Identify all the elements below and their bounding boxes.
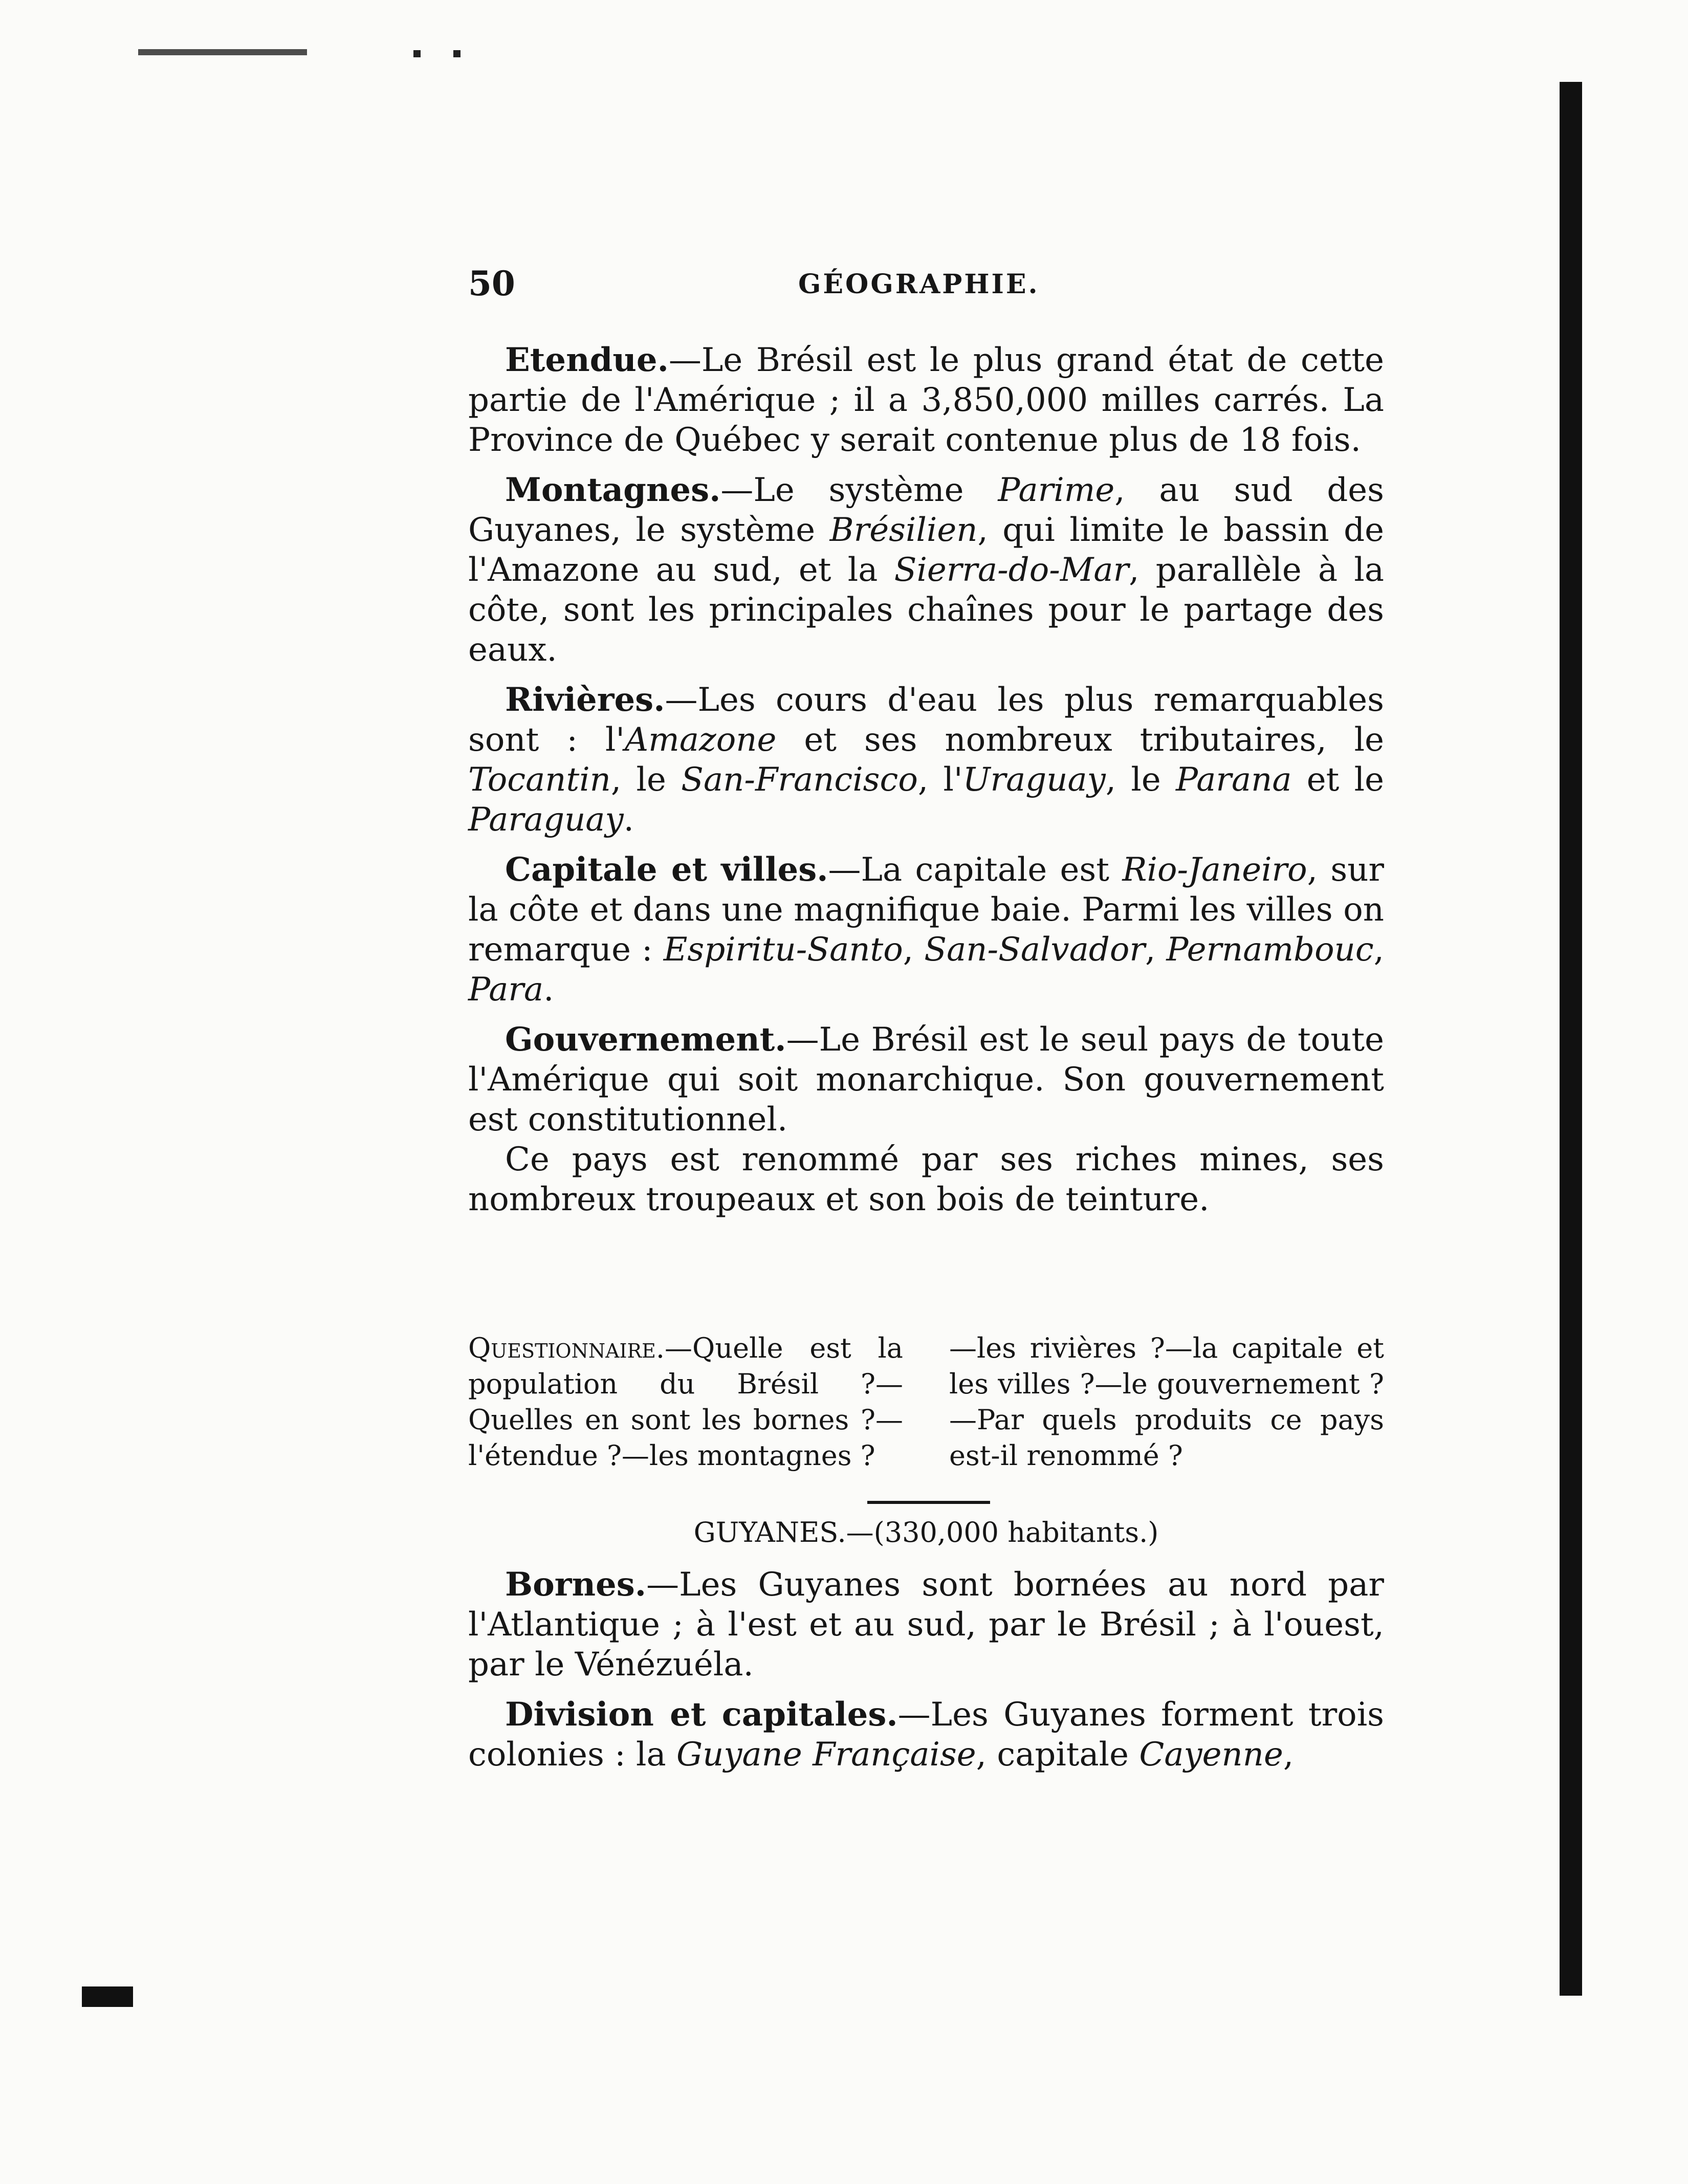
section-text: , capitale [976,1736,1139,1774]
binding-shadow-bar [1560,82,1582,1996]
paragraph-etendue [468,340,1384,460]
paragraph-division [468,1695,1384,1775]
section-text: , [903,931,925,969]
section-heading: Rivières. [505,681,665,719]
section-text: Ce pays est renommé par ses riches mines, ses nombreux troupeaux et son bois de teinture. [468,1141,1384,1218]
section-text: , [1145,931,1167,969]
section-text: , [1283,1736,1294,1774]
section-heading: Bornes. [505,1565,647,1604]
section-heading: Montagnes. [505,471,721,509]
place-name: Para [468,971,544,1009]
paragraph-renomme [468,1140,1384,1219]
section-heading: Capitale et villes. [505,850,828,889]
section-text: —Le Brésil est le plus grand état de cette partie de l'Amérique ; il a 3,850,000 milles carrés. La Province de Québec y serait contenue plus de 18 fois. [468,341,1384,459]
guyanes-title: GUYANES.—(330,000 habitants.) [693,1516,1159,1548]
place-name: San-Francisco [681,761,918,799]
place-name: Parime [998,471,1115,509]
paragraph-capitale [468,850,1384,1010]
questionnaire [468,1330,1384,1474]
place-name: Parana [1176,761,1292,799]
section-text: et ses nombreux tributaires, le [776,721,1384,759]
paragraph-montagnes [468,470,1384,670]
guyanes-text [468,1565,1384,1775]
section-text: . [543,971,554,1009]
section-divider [867,1501,990,1504]
section-text: et le [1291,761,1385,799]
section-text: —Les cours d'eau les plus remarquables sont : l' [468,681,1384,759]
section-heading: Gouvernement. [505,1020,786,1059]
paragraph-bornes [468,1565,1384,1685]
scan-artifact-dot [453,50,461,57]
place-name: Tocantin [468,761,611,799]
scan-artifact-dot [413,50,421,57]
scan-artifact-top [138,49,307,55]
questionnaire-text: —Quelle est la population du Brésil ?—Quelles en sont les bornes ?—l'étendue ?—les montagnes ? [468,1332,903,1472]
place-name: Brésilien [829,511,978,549]
section-text: , le [1105,761,1176,799]
place-name: Uraguay [962,761,1106,799]
section-heading: Etendue. [505,341,669,379]
place-name: Cayenne [1139,1736,1283,1774]
section-text: , [1373,931,1385,969]
section-text: —Le Brésil est le seul pays de toute l'Amérique qui soit monarchique. Son gouvernement est constitutionnel. [468,1021,1384,1139]
paragraph-rivieres [468,680,1384,840]
place-name: Amazone [624,721,777,759]
questionnaire-label: Questionnaire. [468,1332,665,1364]
page-number: 50 [468,264,515,303]
paragraph-gouvernement [468,1020,1384,1140]
questionnaire-right-column [949,1330,1384,1474]
running-head: GÉOGRAPHIE. [798,269,1040,300]
place-name: Guyane Française [676,1736,976,1774]
place-name: Paraguay [468,801,624,839]
section-text: , sur la côte et dans une magnifique baie. Parmi les villes on remarque : [468,851,1385,969]
place-name: Pernambouc [1166,931,1374,969]
section-text: —Les Guyanes forment trois colonies : la [468,1696,1385,1774]
section-text: —La capitale est [828,851,1123,889]
section-text: . [623,801,634,839]
place-name: Rio-Janeiro [1122,851,1307,889]
section-text: —Le système [720,471,998,509]
questionnaire-text: —les rivières ?—la capitale et les villes ?—le gouvernement ?—Par quels produits ce pays est-il renommé ? [949,1332,1384,1472]
section-text: , l' [917,761,963,799]
place-name: San-Salvador [924,931,1145,969]
place-name: Espiritu-Santo [663,931,903,969]
section-text: —Les Guyanes sont bornées au nord par l'Atlantique ; à l'est et au sud, par le Brésil ; à l'ouest, par le Vénézuéla. [468,1566,1384,1684]
section-text: , parallèle à la côte, sont les principales chaînes pour le partage des eaux. [468,551,1385,669]
scan-artifact-bottom [82,1986,133,2007]
section-text: , le [610,761,682,799]
questionnaire-left-column [468,1330,903,1474]
section-text: , qui limite le bassin de l'Amazone au sud, et la [468,511,1384,589]
place-name: Sierra-do-Mar [894,551,1129,589]
main-text [468,340,1384,1219]
section-heading: Division et capitales. [505,1695,898,1734]
section-text: , au sud des Guyanes, le système [468,471,1385,549]
